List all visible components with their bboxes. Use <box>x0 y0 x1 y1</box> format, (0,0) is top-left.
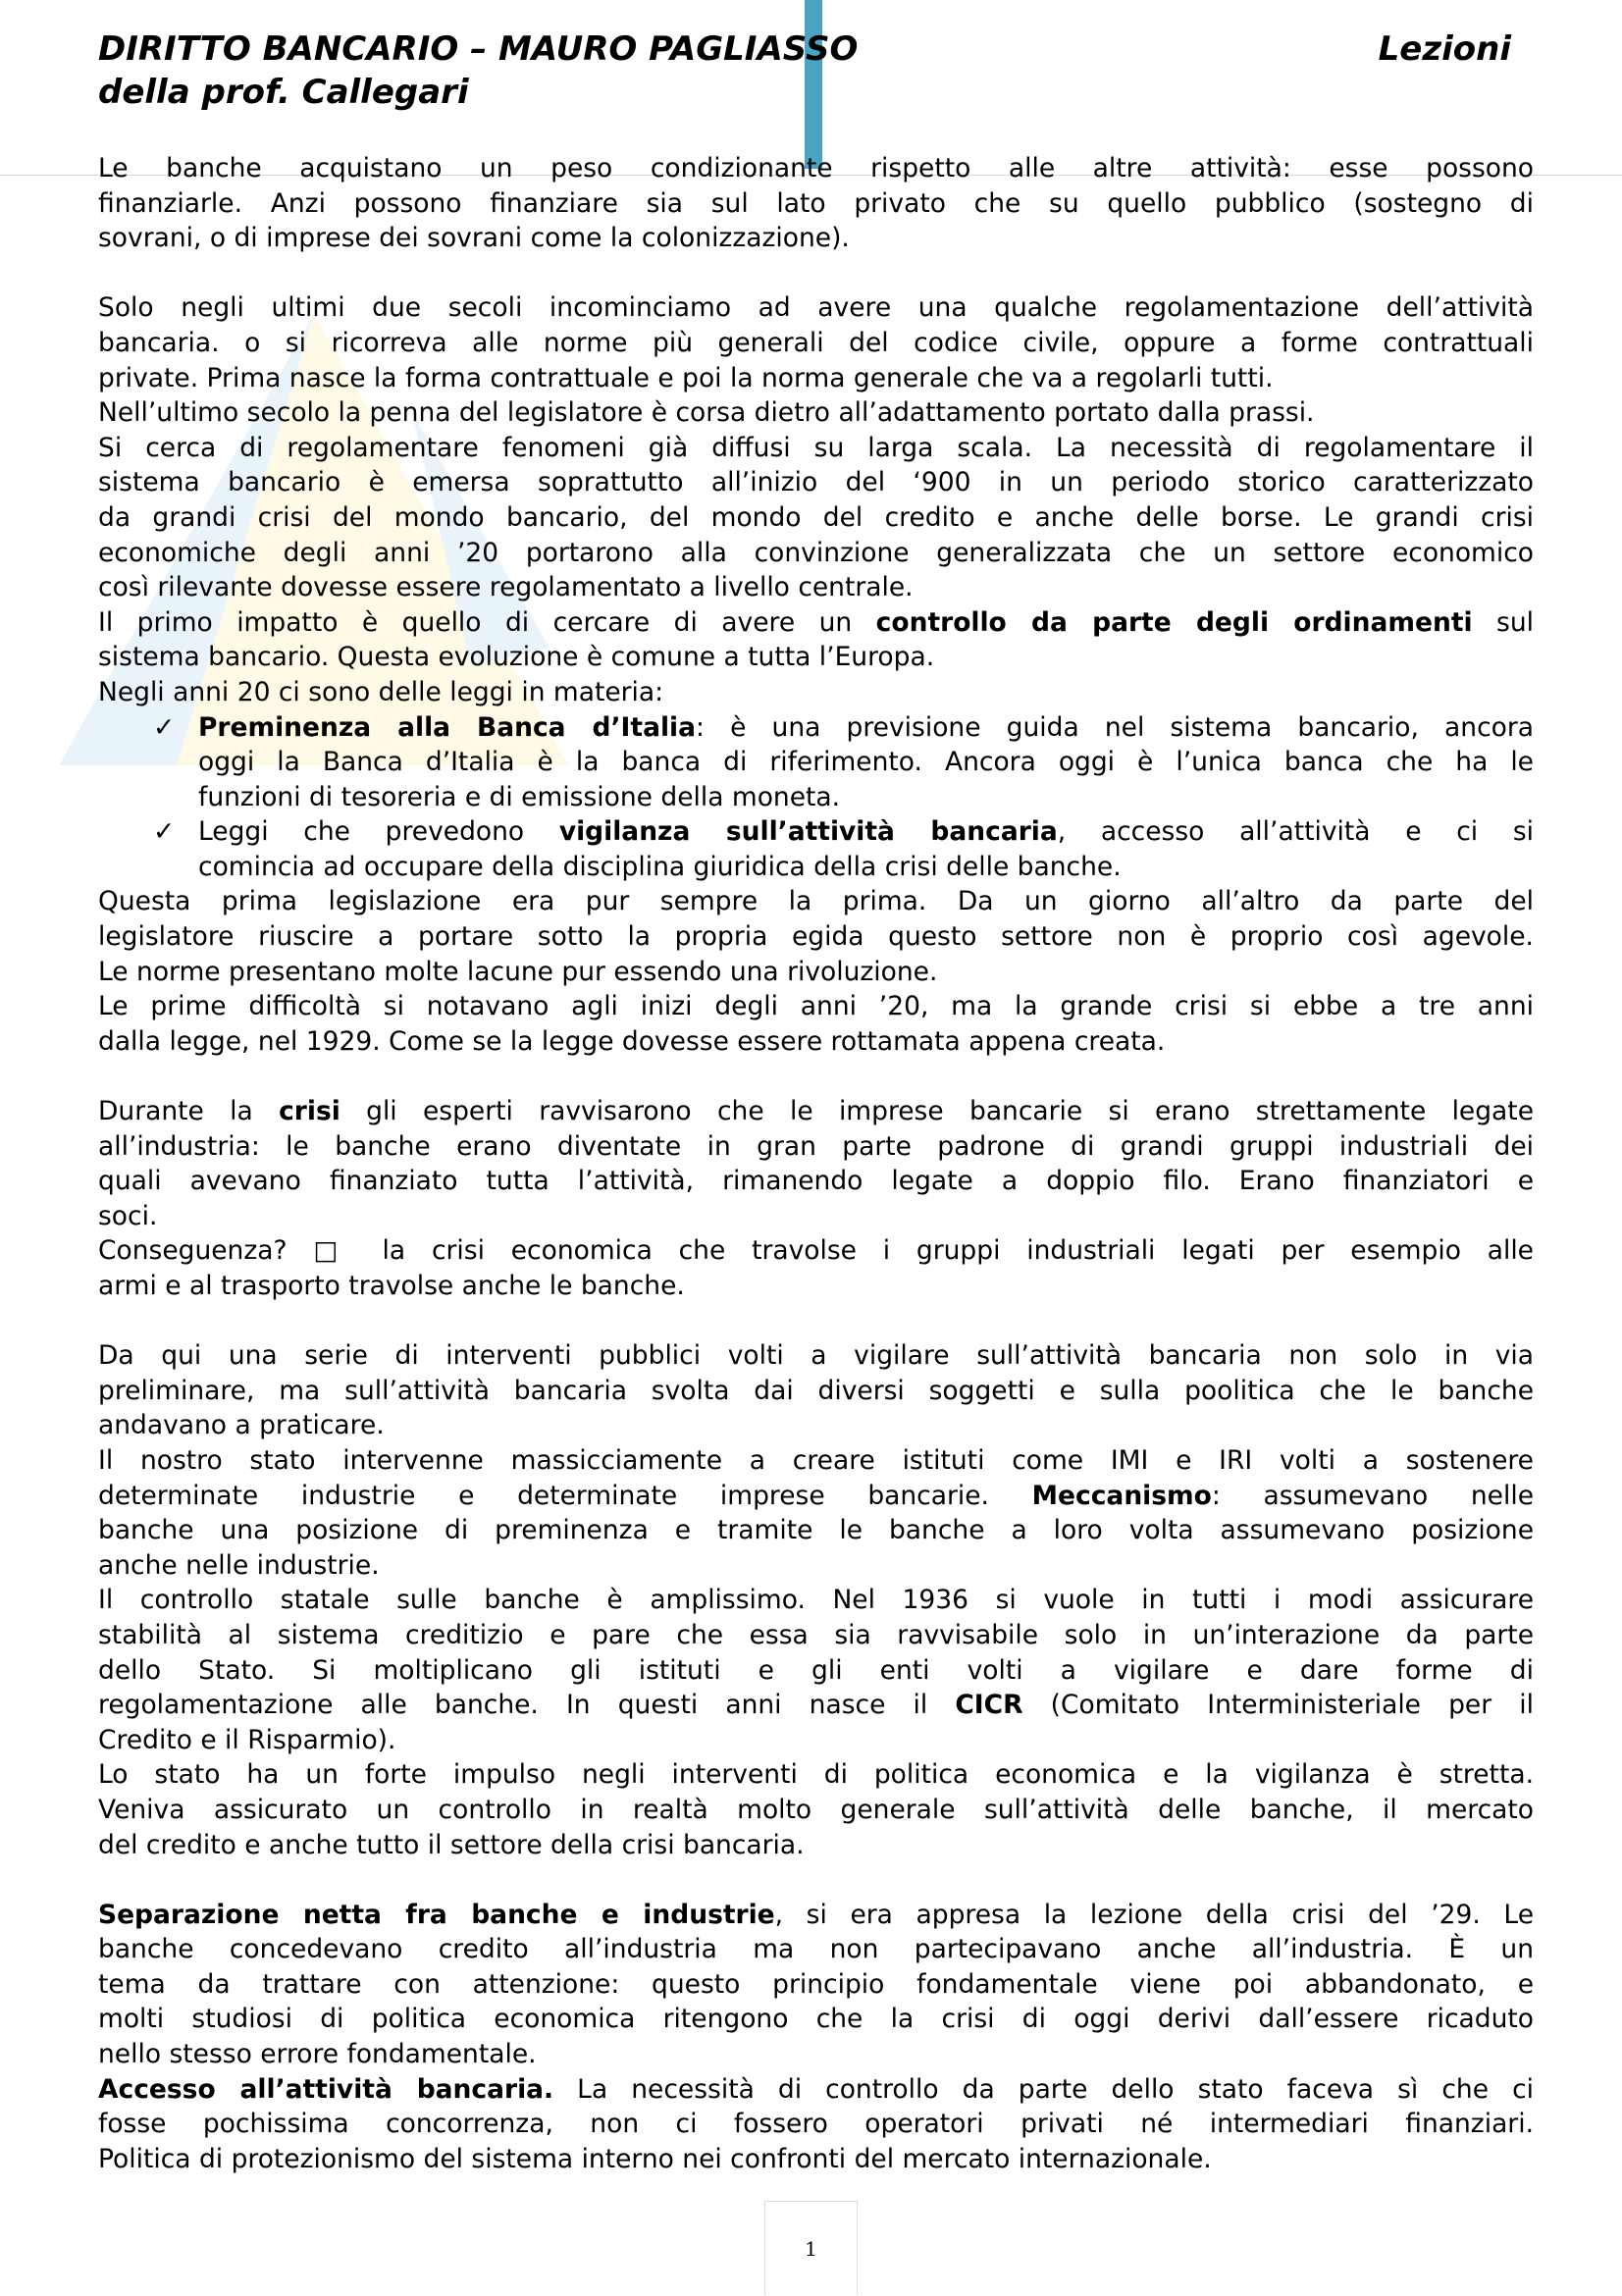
text-line <box>98 1513 1534 1548</box>
text-line <box>98 1618 1534 1653</box>
text-line <box>98 675 1534 710</box>
text-line <box>98 1164 1534 1199</box>
text-line <box>98 814 1534 850</box>
text: Lo stato ha un forte impulso negli interventi di politica economica e la vigilanza è stretta. <box>98 1759 1534 1791</box>
text-line <box>98 361 1534 396</box>
text-line <box>98 570 1534 605</box>
text: determinate industrie e determinate imprese bancarie. <box>98 1480 1032 1511</box>
bold-text: CICR <box>955 1690 1023 1721</box>
blank-line <box>98 1862 1534 1898</box>
text-line <box>98 290 1534 326</box>
text-line <box>98 884 1534 919</box>
text-line <box>98 850 1534 885</box>
text-line <box>98 1793 1534 1828</box>
text: così rilevante dovesse essere regolamentato a livello centrale. <box>98 572 914 603</box>
text: comincia ad occupare della disciplina giuridica della crisi delle banche. <box>198 851 1122 882</box>
header-right: Lezioni <box>1378 29 1511 69</box>
text: Il nostro stato intervenne massicciamente a creare istituti come IMI e IRI volti a sostenere <box>98 1444 1534 1476</box>
document-header <box>98 27 1511 114</box>
text-line <box>98 1199 1534 1234</box>
text-line <box>98 1338 1534 1374</box>
text: del credito e anche tutto il settore della crisi bancaria. <box>98 1829 805 1860</box>
text-line <box>98 2002 1534 2037</box>
text-line <box>98 1898 1534 1933</box>
text-line <box>98 395 1534 431</box>
checkmark-bullet-icon: ✓ <box>153 816 176 848</box>
bold-text: crisi <box>279 1096 340 1127</box>
bold-text: Separazione netta fra banche e industrie <box>98 1899 775 1930</box>
text-line <box>98 1653 1534 1689</box>
text: sistema bancario. Questa evoluzione è comune a tutta l’Europa. <box>98 642 935 673</box>
text: Leggi che prevedono <box>198 816 559 848</box>
text: quali avevano finanziato tutta l’attività, rimanendo legate a doppio filo. Erano finanziatori e <box>98 1166 1534 1197</box>
text: Conseguenza? □ la crisi economica che travolse i gruppi industriali legati per esempio alle <box>98 1235 1534 1267</box>
text: Le norme presentano molte lacune pur essendo una rivoluzione. <box>98 956 938 987</box>
text: oggi la Banca d’Italia è la banca di riferimento. Ancora oggi è l’unica banca che ha le <box>198 747 1534 778</box>
text-line <box>98 745 1534 780</box>
text: , si era appresa la lezione della crisi del ’29. Le <box>774 1899 1534 1930</box>
text: Durante la <box>98 1096 280 1127</box>
text: Da qui una serie di interventi pubblici volti a vigilare sull’attività bancaria non solo in via <box>98 1340 1534 1372</box>
text: : assumevano nelle <box>1211 1480 1534 1511</box>
text: anche nelle industrie. <box>98 1549 380 1581</box>
text-line <box>98 1408 1534 1443</box>
text: preliminare, ma sull’attività bancaria svolta dai diversi soggetti e sulla poolitica che le banche <box>98 1375 1534 1406</box>
text-line <box>98 2037 1534 2072</box>
text-line <box>98 1269 1534 1304</box>
text: andavano a praticare. <box>98 1410 385 1441</box>
text-line <box>98 2142 1534 2177</box>
text: legislatore riuscire a portare sotto la propria egida questo settore non è proprio così agevole. <box>98 921 1534 953</box>
text-line <box>98 1757 1534 1793</box>
text: sovrani, o di imprese dei sovrani come la colonizzazione). <box>98 223 850 254</box>
text-line <box>98 1932 1534 1967</box>
header-title: DIRITTO BANCARIO – MAURO PAGLIASSO <box>98 29 859 69</box>
text-line <box>98 431 1534 466</box>
checkmark-bullet-icon: ✓ <box>153 711 176 743</box>
text: sistema bancario è emersa soprattutto all’inizio del ‘900 in un periodo storico caratterizzato <box>98 467 1534 498</box>
text: nello stesso errore fondamentale. <box>98 2039 537 2070</box>
text-line <box>98 500 1534 536</box>
text: Questa prima legislazione era pur sempre la prima. Da un giorno all’altro da parte del <box>98 886 1534 917</box>
text-line <box>98 710 1534 746</box>
text: Veniva assicurato un controllo in realtà molto generale sull’attività delle banche, il mercato <box>98 1794 1534 1825</box>
text: Politica di protezionismo del sistema interno nei confronti del mercato internazionale. <box>98 2143 1212 2174</box>
text: regolamentazione alle banche. In questi anni nasce il <box>98 1690 956 1721</box>
bold-text: vigilanza sull’attività bancaria <box>558 816 1058 848</box>
text: soci. <box>98 1200 158 1231</box>
text: economiche degli anni ’20 portarono alla convinzione generalizzata che un settore economico <box>98 537 1534 568</box>
text-line <box>98 1828 1534 1863</box>
text-line <box>98 640 1534 675</box>
text-line <box>98 1233 1534 1269</box>
blank-line <box>98 1059 1534 1094</box>
text-line <box>98 1583 1534 1618</box>
text: Negli anni 20 ci sono delle leggi in materia: <box>98 676 664 707</box>
text-line <box>98 919 1534 955</box>
text: Solo negli ultimi due secoli incominciamo ad avere una qualche regolamentazione dell’attività <box>98 292 1534 324</box>
page-number: 1 <box>764 2201 858 2295</box>
text: dello Stato. Si moltiplicano gli istituti e gli enti volti a vigilare e dare forme di <box>98 1654 1534 1686</box>
text-line <box>98 1094 1534 1129</box>
text: Nell’ultimo secolo la penna del legislatore è corsa dietro all’adattamento portato dalla prassi. <box>98 397 1315 429</box>
text: , accesso all’attività e ci si <box>1057 816 1534 848</box>
text: sul <box>1472 606 1534 638</box>
text: Credito e il Risparmio). <box>98 1724 396 1755</box>
text: banche una posizione di preminenza e tramite le banche a loro volta assumevano posizione <box>98 1515 1534 1546</box>
text: bancaria. o si ricorreva alle norme più generali del codice civile, oppure a forme contrattuali <box>98 327 1534 358</box>
text: (Comitato Interministeriale per il <box>1022 1690 1534 1721</box>
text-line <box>98 151 1534 186</box>
text: dalla legge, nel 1929. Come se la legge dovesse essere rottamata appena creata. <box>98 1025 1166 1057</box>
text-line <box>98 536 1534 571</box>
blank-line <box>98 256 1534 291</box>
text: molti studiosi di politica economica ritengono che la crisi di oggi derivi dall’essere ricaduto <box>98 2004 1534 2035</box>
text-line <box>98 326 1534 361</box>
text: armi e al trasporto travolse anche le banche. <box>98 1271 685 1301</box>
text: da grandi crisi del mondo bancario, del mondo del credito e anche delle borse. Le grandi crisi <box>98 501 1534 533</box>
blank-line <box>98 1304 1534 1339</box>
text-line <box>98 1479 1534 1514</box>
text-line <box>98 1688 1534 1723</box>
bold-text: Accesso all’attività bancaria. <box>98 2073 554 2105</box>
header-subtitle: della prof. Callegari <box>98 73 469 112</box>
text-line <box>98 1548 1534 1584</box>
text-line <box>98 2107 1534 2142</box>
text-line <box>98 780 1534 815</box>
text: Le prime difficoltà si notavano agli inizi degli anni ’20, ma la grande crisi si ebbe a tre anni <box>98 991 1534 1022</box>
text: private. Prima nasce la forma contrattuale e poi la norma generale che va a regolarli tutti. <box>98 362 1274 393</box>
bold-text: controllo da parte degli ordinamenti <box>875 606 1473 638</box>
bold-text: Meccanismo <box>1031 1480 1212 1511</box>
text-line <box>98 221 1534 256</box>
bold-text: Preminenza alla Banca d’Italia <box>198 711 697 743</box>
text-line <box>98 1024 1534 1060</box>
text: La necessità di controllo da parte dello stato faceva sì che ci <box>553 2073 1534 2105</box>
text: banche concedevano credito all’industria ma non partecipavano anche all’industria. È un <box>98 1934 1534 1965</box>
text: finanziarle. Anzi possono finanziare sia sul lato privato che su quello pubblico (sostegno di <box>98 187 1534 219</box>
text-line <box>98 605 1534 641</box>
text-line <box>98 1723 1534 1758</box>
text: Il primo impatto è quello di cercare di avere un <box>98 606 876 638</box>
text: funzioni di tesoreria e di emissione della moneta. <box>198 781 841 812</box>
text-line <box>98 989 1534 1024</box>
text: Il controllo statale sulle banche è amplissimo. Nel 1936 si vuole in tutti i modi assicurare <box>98 1585 1534 1616</box>
text: fosse pochissima concorrenza, non ci fossero operatori privati né intermediari finanziari. <box>98 2109 1534 2140</box>
text: : è una previsione guida nel sistema bancario, ancora <box>696 711 1535 743</box>
text: gli esperti ravvisarono che le imprese bancarie si erano strettamente legate <box>340 1096 1534 1127</box>
text-line <box>98 1374 1534 1409</box>
text-line <box>98 1967 1534 2003</box>
text: Le banche acquistano un peso condizionante rispetto alle altre attività: esse possono <box>98 153 1534 183</box>
text-line <box>98 1129 1534 1165</box>
text: tema da trattare con attenzione: questo principio fondamentale viene poi abbandonato, e <box>98 1968 1534 2000</box>
text-line <box>98 1443 1534 1479</box>
text-line <box>98 186 1534 222</box>
document-body <box>98 151 1534 2176</box>
text: all’industria: le banche erano diventate in gran parte padrone di grandi gruppi industriali dei <box>98 1130 1534 1162</box>
text-line <box>98 955 1534 990</box>
text-line <box>98 2072 1534 2108</box>
text: Si cerca di regolamentare fenomeni già diffusi su larga scala. La necessità di regolamentare il <box>98 432 1534 463</box>
text-line <box>98 465 1534 500</box>
text: stabilità al sistema creditizio e pare che essa sia ravvisabile solo in un’interazione da parte <box>98 1619 1534 1650</box>
